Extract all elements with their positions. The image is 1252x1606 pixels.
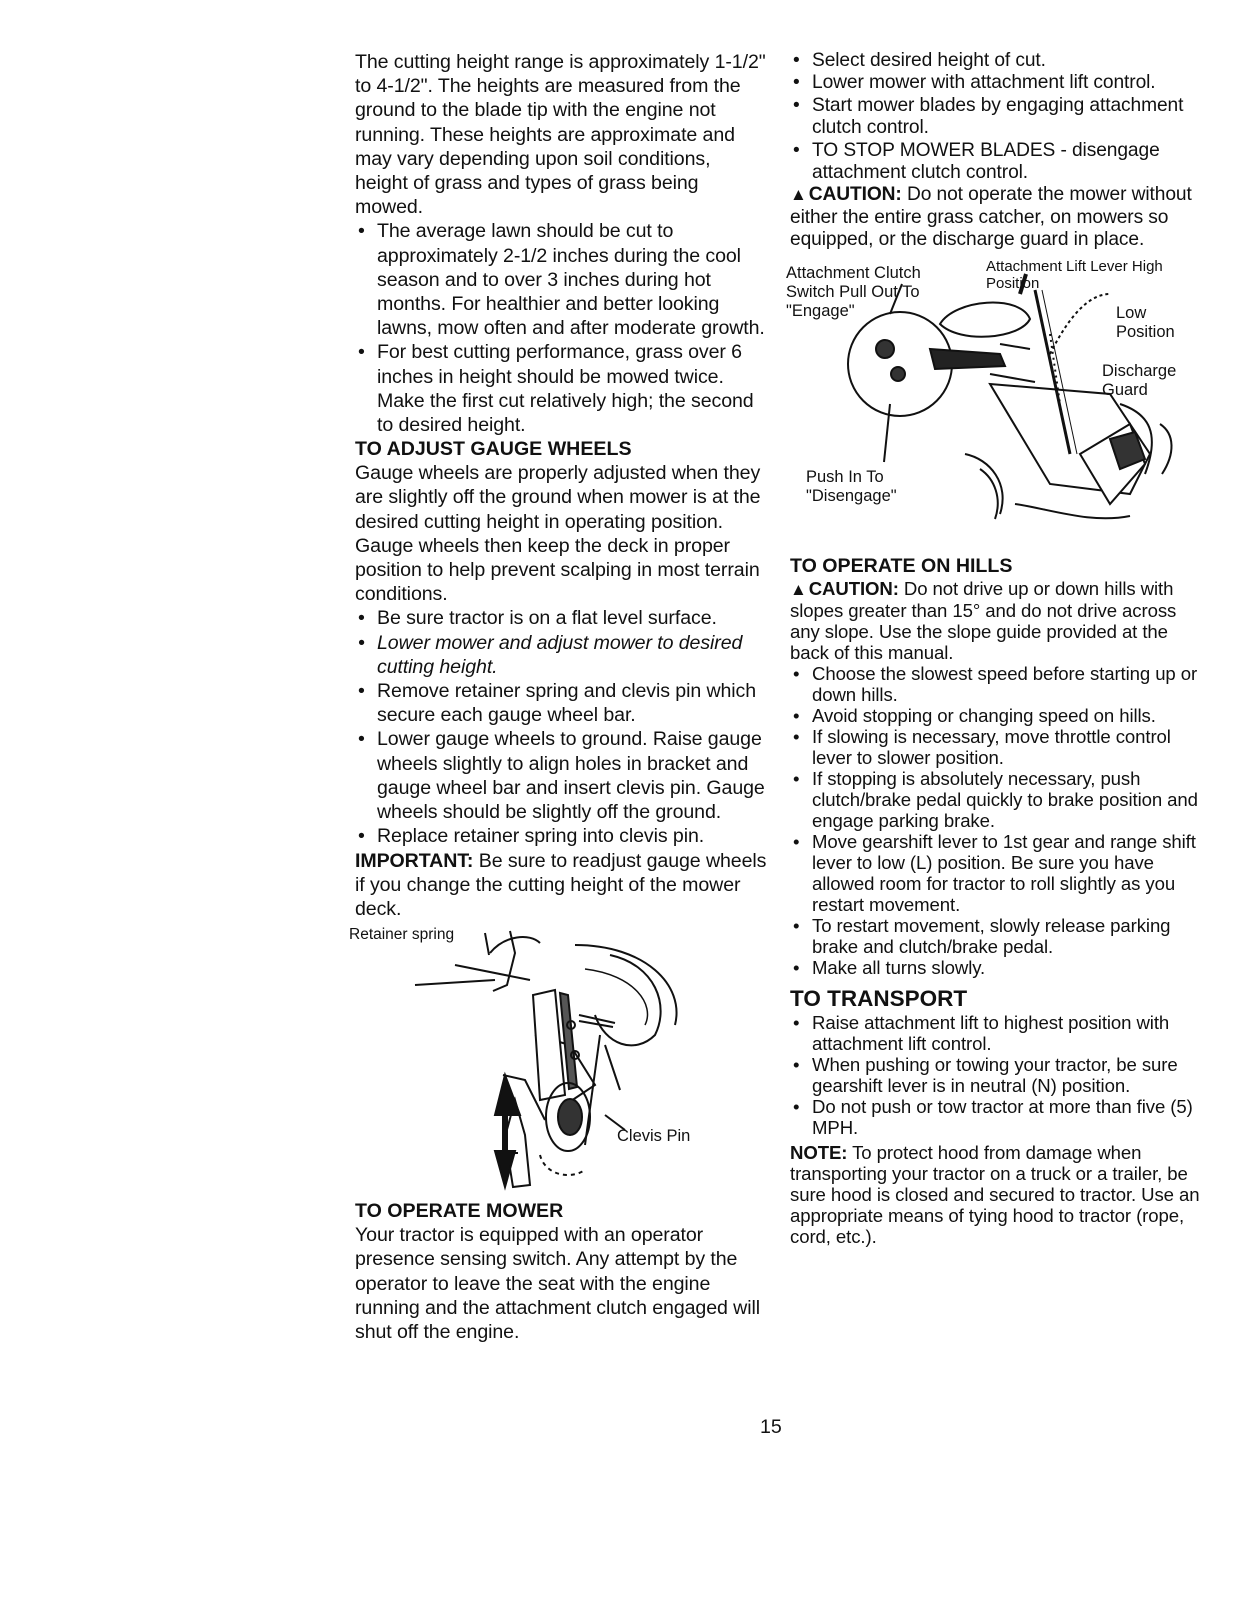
list-item: • Lower mower and adjust mower to desired cutting height. xyxy=(355,631,767,679)
list-item: • Do not push or tow tractor at more than five (5) MPH. xyxy=(790,1096,1210,1138)
lift-lever-label: Attachment Lift Lever High Position xyxy=(986,257,1163,292)
transport-bullet-list xyxy=(790,1012,1210,1138)
retainer-spring-label: Retainer spring xyxy=(349,926,455,944)
list-item: • Select desired height of cut. xyxy=(790,50,1210,72)
list-item: • Be sure tractor is on a flat level surface. xyxy=(355,606,767,630)
list-item: • Lower gauge wheels to ground. Raise gauge wheels slightly to align holes in bracket and gauge wheel bar and insert clevis pin. Gauge wheels should be slightly off the ground. xyxy=(355,727,767,824)
warning-triangle-icon: ▲ xyxy=(790,579,807,599)
low-position-label: Low Position xyxy=(1116,303,1175,341)
hills-heading: TO OPERATE ON HILLS xyxy=(790,554,1013,577)
list-item: • TO STOP MOWER BLADES - disengage attachment clutch control. xyxy=(790,140,1210,185)
gauge-wheel-figure xyxy=(349,925,767,1191)
left-column xyxy=(349,50,767,1344)
right-column xyxy=(786,50,1210,1247)
caution-text: Do not drive up or down hills with slopes greater than 15° and do not drive across any slope. Use the slope guide provided at the back of this manual. xyxy=(790,577,1177,663)
clevis-pin-label: Clevis Pin xyxy=(617,1127,691,1146)
gauge-wheel-illustration xyxy=(355,925,685,1191)
list-item: • Raise attachment lift to highest position with attachment lift control. xyxy=(790,1012,1210,1054)
list-item: • For best cutting performance, grass over 6 inches in height should be mowed twice. Make the first cut relatively high; the second to desired height. xyxy=(355,340,767,437)
list-item: • Replace retainer spring into clevis pin. xyxy=(355,824,767,848)
caution-label: CAUTION: xyxy=(808,184,902,206)
page-number: 15 xyxy=(760,1416,782,1438)
list-item: • Start mower blades by engaging attachment clutch control. xyxy=(790,95,1210,140)
list-item: • Choose the slowest speed before starting up or down hills. xyxy=(790,663,1210,705)
list-item: • When pushing or towing your tractor, be sure gearshift lever is in neutral (N) position. xyxy=(790,1054,1210,1096)
hills-bullet-list xyxy=(790,663,1210,978)
list-item: • Lower mower with attachment lift control. xyxy=(790,72,1210,94)
list-item: • Remove retainer spring and clevis pin which secure each gauge wheel bar. xyxy=(355,679,767,727)
clutch-pull-label: Attachment Clutch Switch Pull Out To "Engage" xyxy=(786,263,921,320)
caution-text: Do not operate the mower without either the entire grass catcher, on mowers so equipped, or the discharge guard in place. xyxy=(790,184,1192,251)
warning-triangle-icon: ▲ xyxy=(790,185,807,205)
important-note xyxy=(355,849,767,922)
list-item: • Avoid stopping or changing speed on hills. xyxy=(790,705,1210,726)
caution-label: CAUTION: xyxy=(808,577,899,599)
push-in-label: Push In To "Disengage" xyxy=(806,467,897,505)
list-item: • The average lawn should be cut to approximately 2-1/2 inches during the cool season and to over 3 inches during hot months. For healthier and better looking lawns, mow often and after moderate growth. xyxy=(355,219,767,340)
list-item: • To restart movement, slowly release parking brake and clutch/brake pedal. xyxy=(790,915,1210,957)
intro-bullet-list xyxy=(355,219,767,437)
caution-hills xyxy=(790,578,1210,663)
gauge-wheels-text: Gauge wheels are properly adjusted when they are slightly off the ground when mower is at the desired cutting height in operating position. Gauge wheels then keep the deck in proper position to help prevent scalping in most terrain conditions. xyxy=(355,462,761,606)
important-text: Be sure to readjust gauge wheels if you change the cutting height of the mower deck. xyxy=(355,849,767,920)
tractor-controls-illustration xyxy=(790,254,1180,550)
cutting-height-intro: The cutting height range is approximately 1-1/2" to 4-1/2". The heights are measured from the ground to the blade tip with the engine not running. These heights are approximate and may vary depending upon soil conditions, height of grass and types of grass being mowed. xyxy=(355,51,766,219)
operate-mower-heading: TO OPERATE MOWER xyxy=(355,1200,564,1223)
discharge-guard-label: Discharge Guard xyxy=(1102,361,1177,399)
clutch-lever-figure xyxy=(786,254,1210,550)
caution-grass-catcher xyxy=(790,184,1210,251)
hills-section xyxy=(790,578,1210,978)
gauge-wheels-heading: TO ADJUST GAUGE WHEELS xyxy=(355,438,632,461)
mower-operation-bullets xyxy=(790,50,1210,184)
gauge-bullet-list xyxy=(355,606,767,848)
transport-note xyxy=(790,1142,1210,1247)
list-item: • Move gearshift lever to 1st gear and range shift lever to low (L) position. Be sure you have allowed room for tractor to roll slightly as you restart movement. xyxy=(790,831,1210,915)
list-item: • Make all turns slowly. xyxy=(790,957,1210,978)
transport-section xyxy=(790,1012,1210,1247)
list-item: • If stopping is absolutely necessary, push clutch/brake pedal quickly to brake position and engage parking brake. xyxy=(790,768,1210,831)
important-label: IMPORTANT: xyxy=(355,849,474,872)
list-item: • If slowing is necessary, move throttle control lever to slower position. xyxy=(790,726,1210,768)
note-label: NOTE: xyxy=(790,1141,848,1163)
transport-heading: TO TRANSPORT xyxy=(790,985,968,1011)
operate-mower-text: Your tractor is equipped with an operator presence sensing switch. Any attempt by the operator to leave the seat with the engine running and the attachment clutch engaged will shut off the engine. xyxy=(355,1224,760,1343)
note-text: To protect hood from damage when transporting your tractor on a truck or a trailer, be sure hood is closed and secured to tractor. Use an appropriate means of tying hood to tractor (rope, cord, etc.). xyxy=(790,1141,1200,1247)
